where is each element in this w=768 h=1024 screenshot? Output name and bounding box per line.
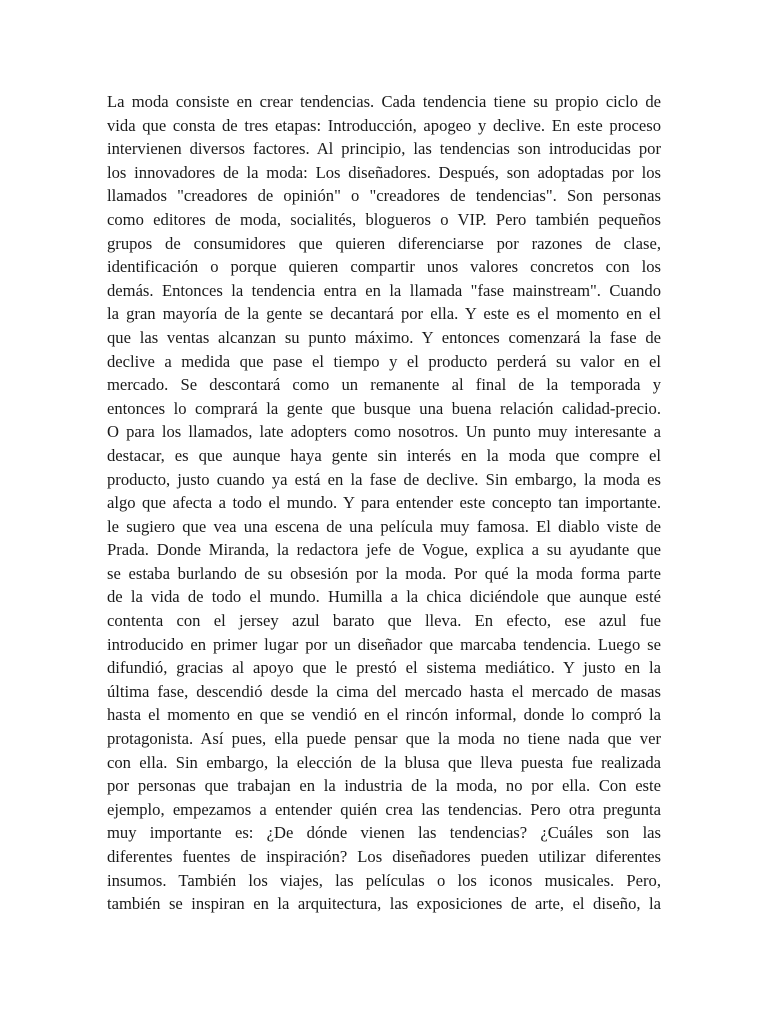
text-line: ejemplo, empezamos a entender quién crea las tendencias. Pero otra pregunta (107, 799, 661, 819)
text-line: vida que consta de tres etapas: Introducción, apogeo y declive. En este proceso (107, 115, 661, 135)
text-line: también se inspiran en la arquitectura, las exposiciones de arte, el diseño, la (107, 894, 661, 914)
text-line: algo que afecta a todo el mundo. Y para entender este concepto tan importante. (107, 493, 661, 513)
text-line: producto, justo cuando ya está en la fase de declive. Sin embargo, la moda es (107, 469, 661, 489)
text-line: muy importante es: ¿De dónde vienen las tendencias? ¿Cuáles son las (107, 823, 661, 843)
text-line: con ella. Sin embargo, la elección de la blusa que lleva puesta fue realizada (107, 752, 661, 772)
text-line: destacar, es que aunque haya gente sin interés en la moda que compre el (107, 445, 661, 465)
text-line: la gran mayoría de la gente se decantará por ella. Y este es el momento en el (107, 304, 661, 324)
text-line: intervienen diversos factores. Al principio, las tendencias son introducidas por (107, 139, 661, 159)
body-paragraph (107, 90, 661, 916)
text-line: como editores de moda, socialités, blogueros o VIP. Pero también pequeños (107, 209, 661, 229)
text-line: difundió, gracias al apoyo que le prestó el sistema mediático. Y justo en la (107, 658, 661, 678)
text-line: por personas que trabajan en la industria de la moda, no por ella. Con este (107, 776, 661, 796)
text-line: los innovadores de la moda: Los diseñadores. Después, son adoptadas por los (107, 162, 661, 182)
text-line: grupos de consumidores que quieren diferenciarse por razones de clase, (107, 233, 661, 253)
text-line: diferentes fuentes de inspiración? Los diseñadores pueden utilizar diferentes (107, 847, 661, 866)
text-line: O para los llamados, late adopters como nosotros. Un punto muy interesante a (107, 422, 661, 442)
text-line: demás. Entonces la tendencia entra en la llamada "fase mainstream". Cuando (107, 280, 661, 300)
text-line: identificación o porque quieren compartir unos valores concretos con los (107, 257, 661, 277)
text-line: se estaba burlando de su obsesión por la moda. Por qué la moda forma parte (107, 563, 661, 583)
text-line: le sugiero que vea una escena de una película muy famosa. El diablo viste de (107, 516, 661, 536)
text-line: hasta el momento en que se vendió en el rincón informal, donde lo compró la (107, 705, 661, 725)
text-line: última fase, descendió desde la cima del mercado hasta el mercado de masas (107, 681, 661, 701)
text-line: que las ventas alcanzan su punto máximo. Y entonces comenzará la fase de (107, 327, 661, 347)
text-line: contenta con el jersey azul barato que lleva. En efecto, ese azul fue (107, 611, 661, 631)
text-line: introducido en primer lugar por un diseñador que marcaba tendencia. Luego se (107, 634, 661, 654)
text-line: protagonista. Así pues, ella puede pensar que la moda no tiene nada que ver (107, 729, 661, 749)
text-line: de la vida de todo el mundo. Humilla a la chica diciéndole que aunque esté (107, 587, 661, 607)
text-line: mercado. Se descontará como un remanente al final de la temporada y (107, 375, 661, 395)
text-line: declive a medida que pase el tiempo y el producto perderá su valor en el (107, 351, 661, 371)
text-line: entonces lo comprará la gente que busque una buena relación calidad-precio. (107, 398, 661, 418)
text-line: insumos. También los viajes, las películas o los iconos musicales. Pero, (107, 870, 661, 890)
text-line: llamados "creadores de opinión" o "creadores de tendencias". Son personas (107, 186, 661, 206)
text-line: Prada. Donde Miranda, la redactora jefe de Vogue, explica a su ayudante que (107, 540, 661, 560)
text-line: La moda consiste en crear tendencias. Cada tendencia tiene su propio ciclo de (107, 92, 661, 111)
